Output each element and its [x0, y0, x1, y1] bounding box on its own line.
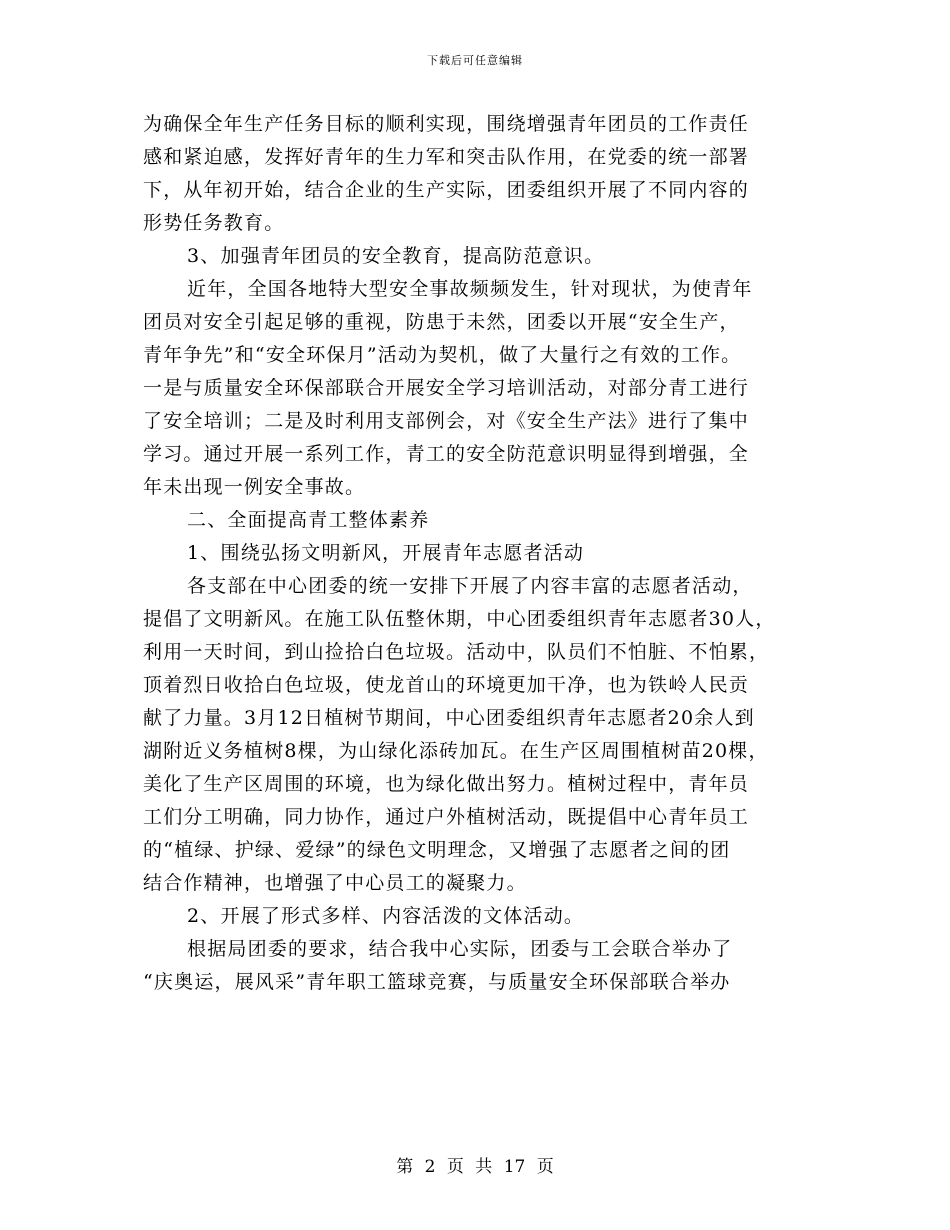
body-line-21: 美化了生产区周围的环境，也为绿化做出努力。植树过程中，青年员 — [143, 773, 750, 795]
body-line-19: 献了力量。3月12日植树节期间，中心团委组织青年志愿者20余人到 — [143, 707, 755, 729]
body-line-10: 了安全培训；二是及时利用支部例会，对《安全生产法》进行了集中 — [143, 410, 750, 432]
section-heading-3-safety: 3、加强青年团员的安全教育，提高防范意识。 — [187, 245, 605, 267]
document-body — [143, 108, 813, 999]
body-line-12: 年未出现一例安全事故。 — [143, 476, 366, 498]
body-line-2: 感和紧迫感，发挥好青年的生力军和突击队作用，在党委的统一部署 — [143, 146, 750, 168]
section-heading-2: 二、全面提高青工整体素养 — [187, 509, 430, 531]
body-line-26: 根据局团委的要求，结合我中心实际，团委与工会联合举办了 — [187, 938, 733, 960]
subsection-heading-2-activities: 2、开展了形式多样、内容活泼的文体活动。 — [187, 905, 585, 927]
body-line-24: 结合作精神，也增强了中心员工的凝聚力。 — [143, 872, 527, 894]
body-line-9: 一是与质量安全环保部联合开展安全学习培训活动，对部分青工进行 — [143, 377, 750, 399]
body-line-16: 提倡了文明新风。在施工队伍整休期，中心团委组织青年志愿者30人， — [143, 608, 776, 630]
page-number-footer: 第 2 页 共 17 页 — [396, 1157, 554, 1177]
subsection-heading-1-volunteer: 1、围绕弘扬文明新风，开展青年志愿者活动 — [187, 542, 585, 564]
body-line-20: 湖附近义务植树8棵，为山绿化添砖加瓦。在生产区周围植树苗20棵， — [143, 740, 769, 762]
body-line-3: 下，从年初开始，结合企业的生产实际，团委组织开展了不同内容的 — [143, 179, 750, 201]
page-header: 下载后可任意编辑 — [427, 54, 523, 67]
body-line-4: 形势任务教育。 — [143, 212, 285, 234]
body-line-1: 为确保全年生产任务目标的顺利实现，围绕增强青年团员的工作责任 — [143, 113, 750, 135]
body-line-18: 顶着烈日收拾白色垃圾，使龙首山的环境更加干净，也为铁岭人民贡 — [143, 674, 750, 696]
body-line-11: 学习。通过开展一系列工作，青工的安全防范意识明显得到增强，全 — [143, 443, 750, 465]
body-line-22: 工们分工明确，同力协作，通过户外植树活动，既提倡中心青年员工 — [143, 806, 750, 828]
body-line-23: 的“植绿、护绿、爱绿”的绿色文明理念，又增强了志愿者之间的团 — [143, 839, 731, 861]
body-line-17: 利用一天时间，到山捡拾白色垃圾。活动中，队员们不怕脏、不怕累， — [143, 641, 770, 663]
body-line-15: 各支部在中心团委的统一安排下开展了内容丰富的志愿者活动， — [187, 575, 753, 597]
body-line-7: 团员对安全引起足够的重视，防患于未然，团委以开展“安全生产， — [143, 311, 740, 333]
body-line-6: 近年，全国各地特大型安全事故频频发生，针对现状，为使青年 — [187, 278, 753, 300]
body-line-27: “庆奥运，展风采”青年职工篮球竞赛，与质量安全环保部联合举办 — [143, 971, 731, 993]
body-line-8: 青年争先”和“安全环保月”活动为契机，做了大量行之有效的工作。 — [143, 344, 742, 366]
